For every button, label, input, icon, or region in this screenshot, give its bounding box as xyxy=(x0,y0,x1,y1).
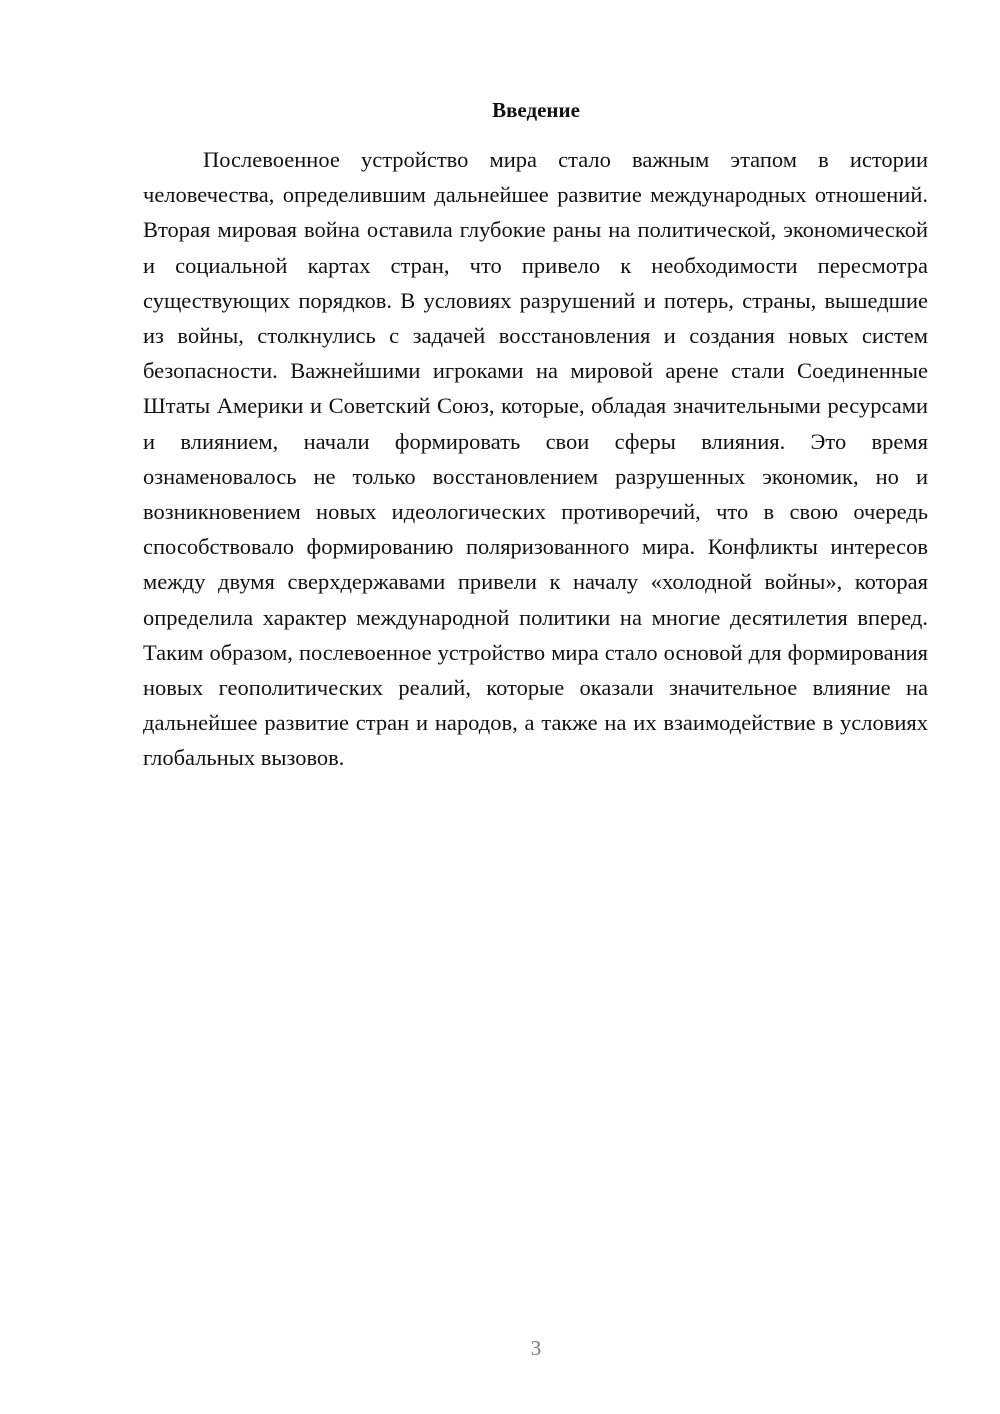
body-paragraph: Послевоенное устройство мира стало важным этапом в истории человечества, определившим дальнейшее развитие международных отношений. Вторая мировая война оставила глубокие раны на политической, экономической и социальной картах стран, что привело к необходимости пересмотра существующих порядков. В условиях разрушений и потерь, страны, вышедшие из войны, столкнулись с задачей восстановления и создания новых систем безопасности. Важнейшими игроками на мировой арене стали Соединенные Штаты Америки и Советский Союз, которые, обладая значительными ресурсами и влиянием, начали формировать свои сферы влияния. Это время ознаменовалось не только восстановлением разрушенных экономик, но и возникновением новых идеологических противоречий, что в свою очередь способствовало формированию поляризованного мира. Конфликты интересов между двумя сверхдержавами привели к началу «холодной войны», которая определила характер международной политики на многие десятилетия вперед. Таким образом, послевоенное устройство мира стало основой для формирования новых геополитических реалий, которые оказали значительное влияние на дальнейшее развитие стран и народов, а также на их взаимодействие в условиях глобальных вызовов. xyxy=(143,147,928,771)
page-title: Введение xyxy=(492,98,580,122)
page-number: 3 xyxy=(530,1336,542,1360)
